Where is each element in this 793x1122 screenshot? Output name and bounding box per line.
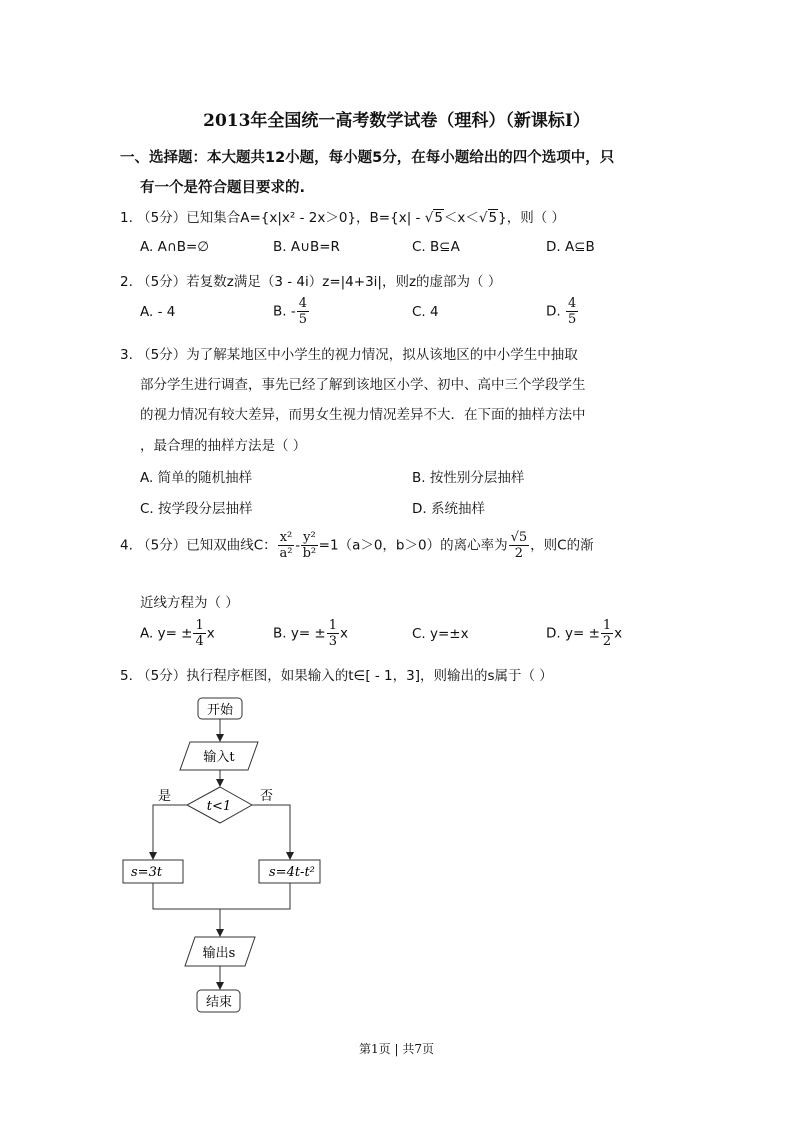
frac-num: √5 xyxy=(510,530,528,545)
frac-den: a² xyxy=(279,546,293,561)
q4-suffix: ，则C的渐 xyxy=(530,537,594,554)
var-x: x xyxy=(206,625,215,642)
frac-num: 4 xyxy=(298,296,307,311)
frac-den: b² xyxy=(302,546,317,561)
q2-option-c: C. 4 xyxy=(412,304,439,320)
input-label: 输入t xyxy=(203,750,235,765)
q1-text: 1. （5分）已知集合A={x|x² - 2x＞0}，B={x| - xyxy=(120,210,425,226)
q4-eq: =1（a＞0，b＞0）的离心率为 xyxy=(318,537,508,554)
opt-label: B. y= ± xyxy=(273,625,326,642)
q4-prefix: 4. （5分）已知双曲线C： xyxy=(120,537,277,554)
var-x: x xyxy=(340,625,349,642)
q4-option-c: C. y=±x xyxy=(412,626,469,642)
q3-option-d: D. 系统抽样 xyxy=(412,501,485,517)
section-heading-cont: 有一个是符合题目要求的. xyxy=(140,180,306,196)
frac-num: 1 xyxy=(602,618,612,633)
opt-label: A. y= ± xyxy=(140,625,193,642)
question-3-line: 部分学生进行调查，事先已经了解到该地区小学、初中、高中三个学段学生 xyxy=(140,377,586,393)
question-1: 1. （5分）已知集合A={x|x² - 2x＞0}，B={x| - √5＜x＜√5}，则（ ） xyxy=(120,210,565,226)
question-3-line: 的视力情况有较大差异，而男女生视力情况差异不大．在下面的抽样方法中 xyxy=(140,407,586,423)
frac-den: 4 xyxy=(195,634,204,649)
q2-option-a: A. - 4 xyxy=(140,304,176,320)
question-4-cont: 近线方程为（ ） xyxy=(140,595,239,611)
q3-option-b: B. 按性别分层抽样 xyxy=(412,470,525,486)
q1-sqrt: 5 xyxy=(434,210,443,226)
frac-den: 2 xyxy=(602,634,612,649)
frac-num: 1 xyxy=(328,618,338,633)
start-label: 开始 xyxy=(206,703,234,718)
frac-den: 2 xyxy=(514,546,524,561)
q1-option-a: A. A∩B=∅ xyxy=(140,239,210,255)
q1-option-c: C. B⊆A xyxy=(412,239,460,255)
q1-option-b: B. A∪B=R xyxy=(273,239,340,255)
question-4: 4. （5分）已知双曲线C： $\frac{\text{x²}}{\text{a²}}$ - $\frac{\text{y²}}{\text{b²}}$ =1（a＞0，b＞0）的离心率为 $\frac{√5}{2}$ ，则C的渐 xyxy=(120,530,594,561)
yes-label: 是 xyxy=(158,789,172,804)
q2-b-label: B. - xyxy=(273,303,296,320)
frac-den: 5 xyxy=(298,312,307,327)
section-heading: 一、选择题：本大题共12小题，每小题5分，在每小题给出的四个选项中，只 xyxy=(120,150,615,166)
page-footer: 第1页 | 共7页 xyxy=(359,1042,434,1056)
condition-label: t<1 xyxy=(206,799,232,814)
opt-label: D. y= ± xyxy=(546,625,600,642)
var-x: x xyxy=(614,625,623,642)
question-3-line: ，最合理的抽样方法是（ ） xyxy=(140,438,307,454)
q1-mid: ＜x＜ xyxy=(443,210,479,226)
frac-num: x² xyxy=(279,530,293,545)
frac-num: 4 xyxy=(567,296,577,311)
no-label: 否 xyxy=(260,789,274,804)
end-label: 结束 xyxy=(205,995,233,1010)
question-3-line: 3. （5分）为了解某地区中小学生的视力情况，拟从该地区的中小学生中抽取 xyxy=(120,347,578,363)
question-5: 5. （5分）执行程序框图，如果输入的t∈[ - 1，3]，则输出的s属于（ ） xyxy=(120,668,553,684)
q2-d-label: D. xyxy=(546,303,561,320)
frac-den: 5 xyxy=(567,312,577,327)
question-2: 2. （5分）若复数z满足（3 - 4i）z=|4+3i|，则z的虚部为（ ） xyxy=(120,274,502,290)
frac-num: y² xyxy=(303,530,316,545)
output-label: 输出s xyxy=(202,946,236,961)
q1-option-d: D. A⊆B xyxy=(546,239,595,255)
frac-den: 3 xyxy=(328,634,338,649)
q1-sqrt2: 5 xyxy=(488,210,498,226)
right-process-label: s=4t-t² xyxy=(269,865,315,880)
q3-option-a: A. 简单的随机抽样 xyxy=(140,470,253,486)
frac-num: 1 xyxy=(195,618,204,633)
q1-tail: }，则（ ） xyxy=(498,210,565,226)
left-process-label: s=3t xyxy=(131,865,163,880)
page-title: 2013年全国统一高考数学试卷（理科）（新课标Ⅰ） xyxy=(203,111,590,131)
q3-option-c: C. 按学段分层抽样 xyxy=(140,501,253,517)
